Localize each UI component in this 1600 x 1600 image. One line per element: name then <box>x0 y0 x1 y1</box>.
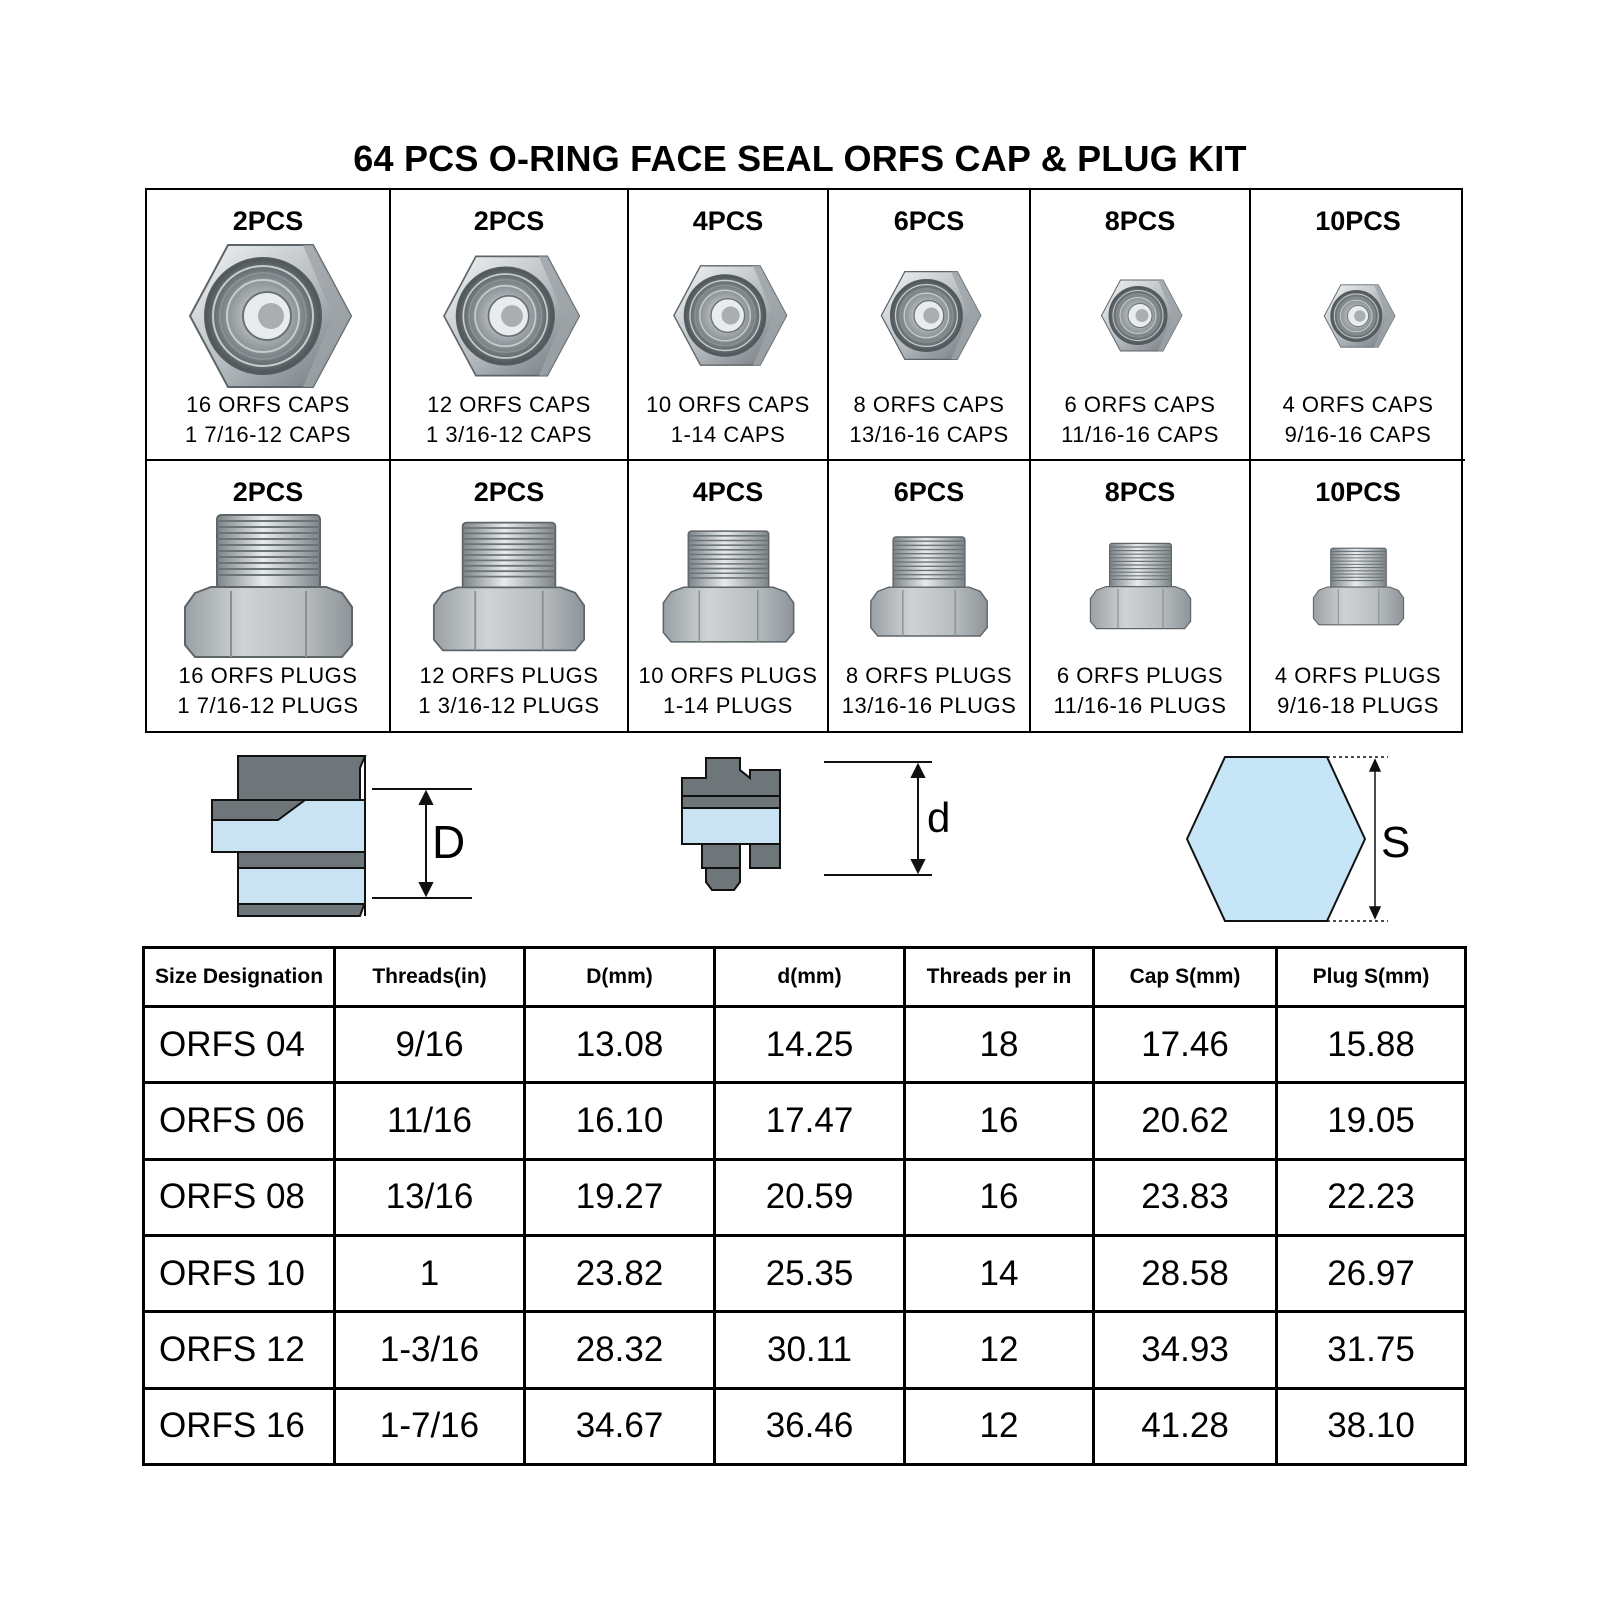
plug-diameter-label: d <box>927 794 951 841</box>
hex-across-flats-shape <box>1187 757 1365 921</box>
kit-cell-plug <box>147 461 391 732</box>
table-cell: 13/16 <box>335 1159 525 1235</box>
table-cell: 25.35 <box>715 1235 905 1311</box>
header-plug-diameter: d(mm) <box>715 948 905 1007</box>
cap-diameter-label: D <box>432 816 466 868</box>
plug-picture <box>1031 519 1249 659</box>
plug-lower-hex <box>706 868 740 890</box>
plug-top-hex <box>682 758 780 796</box>
table-cell: 38.10 <box>1277 1388 1466 1464</box>
plug-quantity: 2PCS <box>473 476 545 507</box>
table-cell: 15.88 <box>1277 1007 1466 1083</box>
plug-thread-label: 1 3/16-12 PLUGS <box>418 692 600 718</box>
plug-size-label: 4 ORFS PLUGS <box>1274 662 1442 688</box>
cap-fitting-icon <box>669 263 788 373</box>
cap-thread-label: 11/16-16 CAPS <box>1061 422 1219 447</box>
cap-size-label: 8 ORFS CAPS <box>853 392 1005 417</box>
table-cell: 11/16 <box>335 1083 525 1159</box>
table-cell: 31.75 <box>1277 1312 1466 1388</box>
page-title: 64 PCS O-RING FACE SEAL ORFS CAP & PLUG KIT <box>353 138 1247 179</box>
table-cell: 16 <box>905 1159 1094 1235</box>
plug-quantity: 8PCS <box>1104 476 1176 507</box>
table-cell: 30.11 <box>715 1312 905 1388</box>
plug-thread-label: 9/16-18 PLUGS <box>1277 692 1439 718</box>
cap-quantity: 10PCS <box>1315 206 1401 236</box>
cap-quantity: 2PCS <box>473 206 545 236</box>
header-cap-hex: Cap S(mm) <box>1094 948 1277 1007</box>
cap-size-label: 6 ORFS CAPS <box>1064 392 1216 417</box>
table-cell: ORFS 16 <box>144 1388 335 1464</box>
cap-fitting-icon <box>877 269 982 367</box>
table-row <box>144 1007 1466 1083</box>
cap-picture <box>629 248 827 388</box>
table-cell: 18 <box>905 1007 1094 1083</box>
plug-picture <box>829 519 1029 659</box>
hex-width-label: S <box>1381 818 1411 867</box>
table-row <box>144 1235 1466 1311</box>
cap-thread-label: 1 3/16-12 CAPS <box>426 422 592 447</box>
table-cell: 19.05 <box>1277 1083 1466 1159</box>
kit-cell-cap <box>1251 190 1465 461</box>
table-cell: 22.23 <box>1277 1159 1466 1235</box>
cap-section-diagram <box>210 752 490 922</box>
kit-cell-cap <box>147 190 391 461</box>
plug-fitting-icon <box>1311 546 1406 632</box>
plug-section-body <box>682 758 780 890</box>
plug-lower-body <box>702 844 740 868</box>
kit-cell-cap <box>391 190 629 461</box>
table-cell: 1-3/16 <box>335 1312 525 1388</box>
plug-size-label: 8 ORFS PLUGS <box>845 662 1013 688</box>
kit-cell-cap <box>1031 190 1251 461</box>
table-row <box>144 1083 1466 1159</box>
table-cell: 28.58 <box>1094 1235 1277 1311</box>
plug-dimension <box>824 762 932 875</box>
plug-picture <box>391 519 627 659</box>
table-cell: 17.47 <box>715 1083 905 1159</box>
table-cell: 34.93 <box>1094 1312 1277 1388</box>
plug-thread-label: 1-14 PLUGS <box>663 692 793 718</box>
plug-section-diagram <box>680 748 970 918</box>
table-cell: 19.27 <box>525 1159 715 1235</box>
table-cell: 1 <box>335 1235 525 1311</box>
plug-quantity: 2PCS <box>232 476 304 507</box>
plug-picture <box>1251 519 1465 659</box>
header-plug-hex: Plug S(mm) <box>1277 948 1466 1007</box>
spec-table <box>142 946 1467 1466</box>
cap-quantity: 8PCS <box>1104 206 1176 236</box>
table-cell: 28.32 <box>525 1312 715 1388</box>
kit-cell-plug <box>629 461 829 732</box>
plug-upper-ring <box>682 796 780 808</box>
plug-quantity: 6PCS <box>893 476 965 507</box>
cap-picture <box>829 248 1029 388</box>
table-cell: 14.25 <box>715 1007 905 1083</box>
kit-grid <box>145 188 1463 733</box>
cap-picture <box>147 248 389 388</box>
kit-cell-plug <box>391 461 629 732</box>
header-cap-diameter: D(mm) <box>525 948 715 1007</box>
table-cell: 16 <box>905 1083 1094 1159</box>
plug-threaded-shank <box>750 844 780 868</box>
cap-picture <box>1031 248 1249 388</box>
table-cell: 34.67 <box>525 1388 715 1464</box>
kit-cell-plug <box>829 461 1031 732</box>
table-row <box>144 1159 1466 1235</box>
table-cell: 20.62 <box>1094 1083 1277 1159</box>
plug-thread-label: 13/16-16 PLUGS <box>841 692 1017 718</box>
table-cell: 12 <box>905 1388 1094 1464</box>
header-threads: Threads(in) <box>335 948 525 1007</box>
table-cell: 17.46 <box>1094 1007 1277 1083</box>
cap-fitting-icon <box>1098 278 1183 358</box>
cap-size-label: 10 ORFS CAPS <box>646 392 810 417</box>
plug-size-label: 6 ORFS PLUGS <box>1056 662 1224 688</box>
plug-quantity: 10PCS <box>1315 476 1401 507</box>
cap-quantity: 6PCS <box>893 206 965 236</box>
table-cell: 26.97 <box>1277 1235 1466 1311</box>
cap-hex-flat <box>238 868 365 904</box>
cap-thread-label: 13/16-16 CAPS <box>849 422 1009 447</box>
cap-fitting-icon <box>1321 283 1396 354</box>
cap-thread-label: 1 7/16-12 CAPS <box>185 422 351 447</box>
plug-thread-label: 1 7/16-12 PLUGS <box>177 692 359 718</box>
table-cell: ORFS 06 <box>144 1083 335 1159</box>
cap-size-label: 12 ORFS CAPS <box>427 392 591 417</box>
cap-picture <box>391 248 627 388</box>
plug-fitting-icon <box>868 534 990 644</box>
table-cell: ORFS 12 <box>144 1312 335 1388</box>
table-header-row <box>144 948 1466 1007</box>
table-cell: 20.59 <box>715 1159 905 1235</box>
cap-size-label: 4 ORFS CAPS <box>1282 392 1434 417</box>
table-cell: 12 <box>905 1312 1094 1388</box>
cap-thread-label: 9/16-16 CAPS <box>1284 422 1432 447</box>
plug-fitting-icon <box>660 528 797 650</box>
table-cell: ORFS 10 <box>144 1235 335 1311</box>
table-cell: 13.08 <box>525 1007 715 1083</box>
table-row <box>144 1312 1466 1388</box>
kit-cell-plug <box>1031 461 1251 732</box>
table-cell: 23.82 <box>525 1235 715 1311</box>
cap-picture <box>1251 248 1465 388</box>
cap-size-label: 16 ORFS CAPS <box>186 392 350 417</box>
cap-quantity: 4PCS <box>692 206 764 236</box>
plug-picture <box>629 519 827 659</box>
hex-diagram <box>1185 755 1425 933</box>
plug-size-label: 16 ORFS PLUGS <box>178 662 358 688</box>
cap-section-body <box>212 756 365 916</box>
header-threads-per-inch: Threads per in <box>905 948 1094 1007</box>
kit-cell-cap <box>829 190 1031 461</box>
cap-thread-label: 1-14 CAPS <box>670 422 786 447</box>
header-size-designation: Size Designation <box>144 948 335 1007</box>
plug-size-label: 10 ORFS PLUGS <box>638 662 818 688</box>
table-cell: 14 <box>905 1235 1094 1311</box>
table-row <box>144 1388 1466 1464</box>
cap-quantity: 2PCS <box>232 206 304 236</box>
plug-size-label: 12 ORFS PLUGS <box>419 662 599 688</box>
table-cell: ORFS 04 <box>144 1007 335 1083</box>
plug-quantity: 4PCS <box>692 476 764 507</box>
table-cell: 1-7/16 <box>335 1388 525 1464</box>
table-cell: ORFS 08 <box>144 1159 335 1235</box>
plug-fitting-icon <box>181 511 356 666</box>
plug-fitting-icon <box>1088 541 1193 636</box>
table-cell: 36.46 <box>715 1388 905 1464</box>
table-cell: 41.28 <box>1094 1388 1277 1464</box>
plug-thread-label: 11/16-16 PLUGS <box>1053 692 1227 718</box>
cap-fitting-icon <box>183 241 353 396</box>
cap-fitting-icon <box>438 253 581 384</box>
table-cell: 9/16 <box>335 1007 525 1083</box>
table-cell: 16.10 <box>525 1083 715 1159</box>
plug-fitting-icon <box>430 519 588 659</box>
kit-cell-plug <box>1251 461 1465 732</box>
table-cell: 23.83 <box>1094 1159 1277 1235</box>
kit-cell-cap <box>629 190 829 461</box>
plug-picture <box>147 519 389 659</box>
